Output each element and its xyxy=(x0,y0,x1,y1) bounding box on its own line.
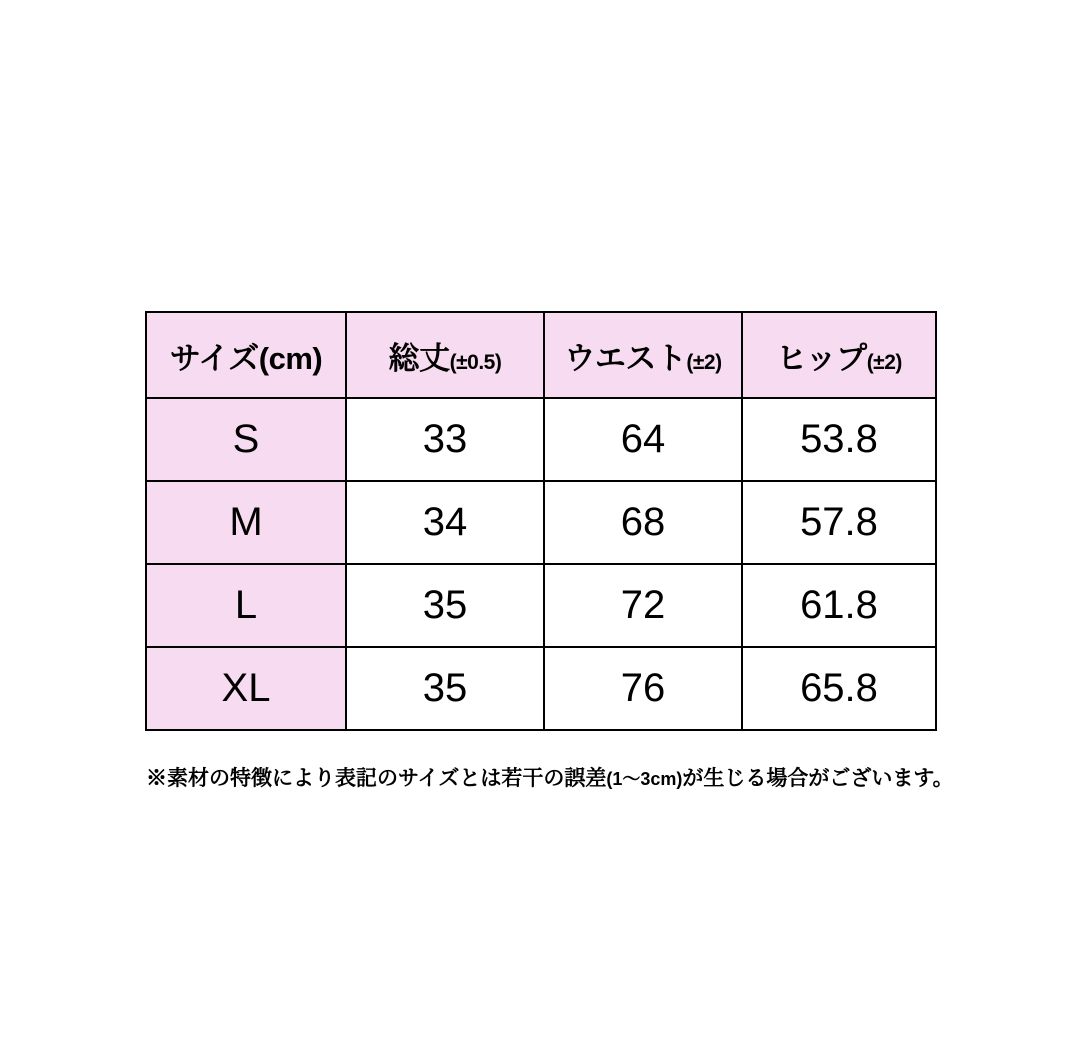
table-row xyxy=(146,398,936,481)
column-header-waist-tolerance: (±2) xyxy=(686,350,722,374)
table-header-row xyxy=(146,312,936,398)
column-header-length xyxy=(346,312,544,398)
size-note-part1: ※素材の特徴により表記のサイズとは若干の誤差 xyxy=(146,767,607,790)
column-header-size-label: サイズ(cm) xyxy=(169,340,323,376)
cell-size: L xyxy=(146,564,346,647)
cell-size: M xyxy=(146,481,346,564)
cell-hip: 53.8 xyxy=(742,398,936,481)
column-header-hip-tolerance: (±2) xyxy=(866,350,902,374)
cell-hip: 65.8 xyxy=(742,647,936,730)
cell-hip: 57.8 xyxy=(742,481,936,564)
cell-hip: 61.8 xyxy=(742,564,936,647)
column-header-waist-label: ウエスト xyxy=(564,340,687,376)
cell-waist: 72 xyxy=(544,564,742,647)
table-header xyxy=(146,312,936,398)
cell-size: XL xyxy=(146,647,346,730)
size-note xyxy=(146,762,1006,792)
table-row xyxy=(146,564,936,647)
column-header-length-label: 総丈 xyxy=(388,340,450,376)
size-table-container xyxy=(145,311,935,731)
table-row xyxy=(146,647,936,730)
column-header-length-tolerance: (±0.5) xyxy=(449,350,502,374)
cell-length: 35 xyxy=(346,564,544,647)
column-header-hip xyxy=(742,312,936,398)
cell-waist: 68 xyxy=(544,481,742,564)
column-header-hip-label: ヒップ xyxy=(776,340,867,376)
size-note-part3: が生じる場合がございます。 xyxy=(682,767,954,790)
table-body xyxy=(146,398,936,730)
cell-length: 35 xyxy=(346,647,544,730)
cell-size: S xyxy=(146,398,346,481)
cell-length: 34 xyxy=(346,481,544,564)
cell-length: 33 xyxy=(346,398,544,481)
table-row xyxy=(146,481,936,564)
size-note-tolerance: (1〜3cm) xyxy=(606,769,683,789)
cell-waist: 64 xyxy=(544,398,742,481)
column-header-waist xyxy=(544,312,742,398)
cell-waist: 76 xyxy=(544,647,742,730)
size-table xyxy=(145,311,937,731)
column-header-size xyxy=(146,312,346,398)
